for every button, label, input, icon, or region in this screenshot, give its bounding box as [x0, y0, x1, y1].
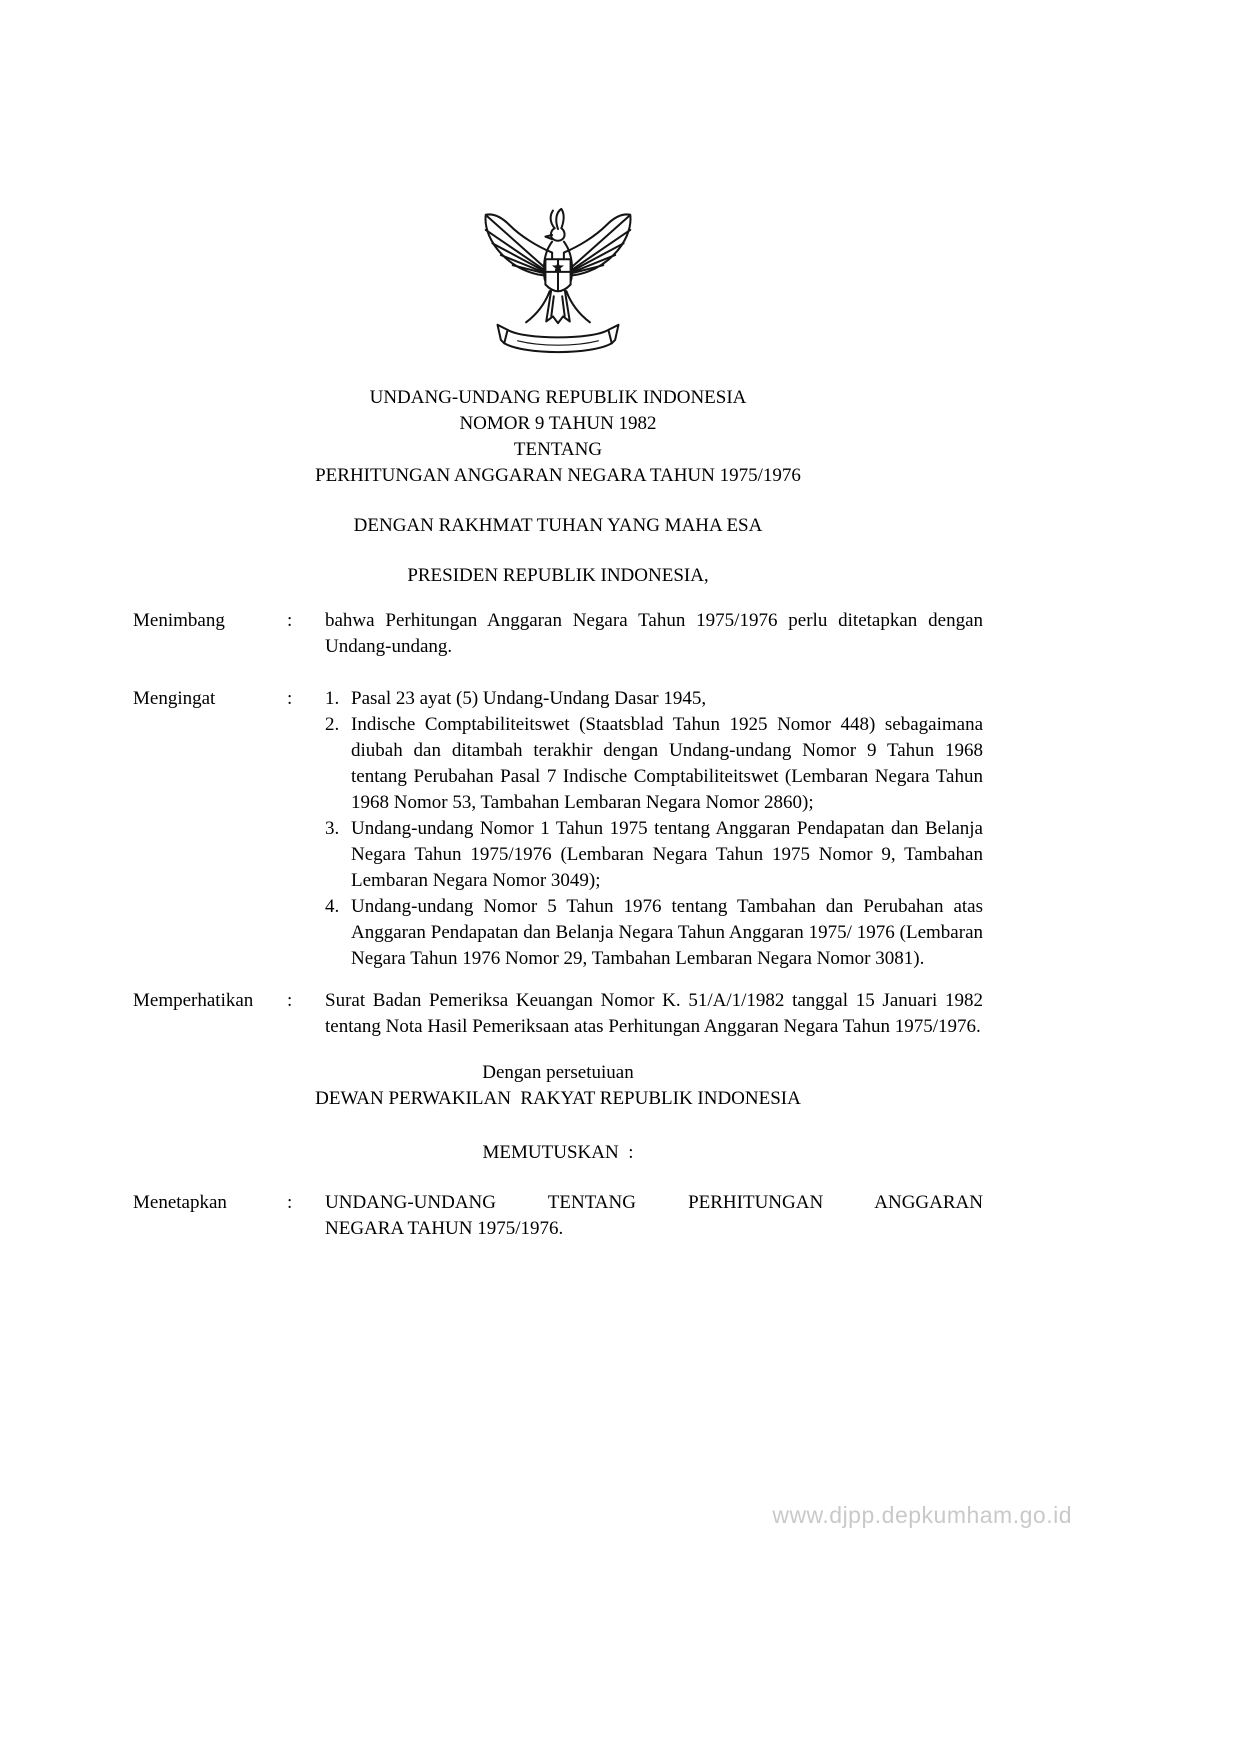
menimbang-label: Menimbang: [133, 610, 225, 631]
emblem-tail: [546, 290, 570, 324]
emblem-crest: [556, 209, 563, 229]
mengingat-item-4: [325, 894, 983, 972]
mengingat-item-2-text: Indische Comptabiliteitswet (Staatsblad Tahun 1925 Nomor 448) sebagaimana diubah dan ditambah terakhir dengan Undang-undang Nomor 9 Tahun 1968 tentang Perubahan Pasal 7 Indische Comptabiliteitswet (Lembaran Negara Tahun 1968 Nomor 53, Tambahan Lembaran Negara Nomor 2860);: [351, 714, 983, 813]
memutuskan-heading: MEMUTUSKAN :: [482, 1142, 634, 1163]
doc-title-line-4: PERHITUNGAN ANGGARAN NEGARA TAHUN 1975/1976: [315, 465, 801, 486]
menetapkan-label: Menetapkan: [133, 1192, 227, 1213]
section-menetapkan: [133, 1190, 983, 1242]
invocation-line: DENGAN RAKHMAT TUHAN YANG MAHA ESA: [353, 515, 763, 536]
mengingat-item-3-number: 3.: [325, 818, 340, 839]
section-mengingat: [133, 686, 983, 972]
authority-line: PRESIDEN REPUBLIK INDONESIA,: [407, 565, 709, 586]
garuda-pancasila-emblem: [474, 197, 642, 372]
menimbang-text: bahwa Perhitungan Anggaran Negara Tahun 1975/1976 perlu ditetapkan dengan Undang-undang.: [325, 610, 983, 657]
section-menimbang: [133, 608, 983, 660]
menetapkan-text-line-1: UNDANG-UNDANG TENTANG PERHITUNGAN ANGGARAN: [325, 1192, 983, 1213]
menetapkan-text-line-2: NEGARA TAHUN 1975/1976.: [325, 1218, 564, 1239]
mengingat-item-3-text: Undang-undang Nomor 1 Tahun 1975 tentang Anggaran Pendapatan dan Belanja Negara Tahun 1975/1976 (Lembaran Negara Tahun 1975 Nomor 9, Tambahan Lembaran Negara Nomor 3049);: [351, 818, 983, 891]
mengingat-item-3: [325, 816, 983, 894]
memperhatikan-label: Memperhatikan: [133, 990, 254, 1011]
menimbang-colon: :: [287, 610, 293, 631]
doc-title-line-2: NOMOR 9 TAHUN 1982: [459, 413, 657, 434]
mengingat-item-2-number: 2.: [325, 714, 340, 735]
document-title-block: [133, 385, 983, 489]
memperhatikan-text: Surat Badan Pemeriksa Keuangan Nomor K. 51/A/1/1982 tanggal 15 Januari 1982 tentang Nota Hasil Pemeriksaan atas Perhitungan Anggaran Negara Tahun 1975/1976.: [325, 990, 983, 1037]
persetujuan-line-1: Dengan persetuiuan: [482, 1062, 634, 1083]
doc-title-line-3: TENTANG: [513, 439, 603, 460]
mengingat-item-2: [325, 712, 983, 816]
emblem-container: [133, 197, 983, 372]
persetujuan-block: [133, 1060, 983, 1112]
menetapkan-text: [325, 1190, 983, 1242]
section-memperhatikan: [133, 988, 983, 1040]
mengingat-label: Mengingat: [133, 688, 216, 709]
mengingat-item-4-text: Undang-undang Nomor 5 Tahun 1976 tentang Tambahan dan Perubahan atas Anggaran Pendapatan dan Belanja Negara Tahun Anggaran 1975/ 1976 (Lembaran Negara Tahun 1976 Nomor 29, Tambahan Lembaran Negara Nomor 3081).: [351, 896, 983, 969]
considerations-sections: [133, 608, 983, 1242]
mengingat-colon: :: [287, 688, 293, 709]
document-content: [133, 0, 983, 1242]
memperhatikan-colon: :: [287, 990, 293, 1011]
persetujuan-line-2: DEWAN PERWAKILAN RAKYAT REPUBLIK INDONESIA: [315, 1088, 801, 1109]
mengingat-list: [325, 686, 983, 972]
mengingat-item-1-number: 1.: [325, 688, 340, 709]
mengingat-item-4-number: 4.: [325, 896, 340, 917]
watermark: www.djpp.depkumham.go.id: [772, 1502, 1072, 1528]
mengingat-item-1: [325, 686, 983, 712]
doc-title-line-1: UNDANG-UNDANG REPUBLIK INDONESIA: [369, 387, 747, 408]
menetapkan-colon: :: [287, 1192, 293, 1213]
mengingat-item-1-text: Pasal 23 ayat (5) Undang-Undang Dasar 1945,: [351, 688, 707, 709]
